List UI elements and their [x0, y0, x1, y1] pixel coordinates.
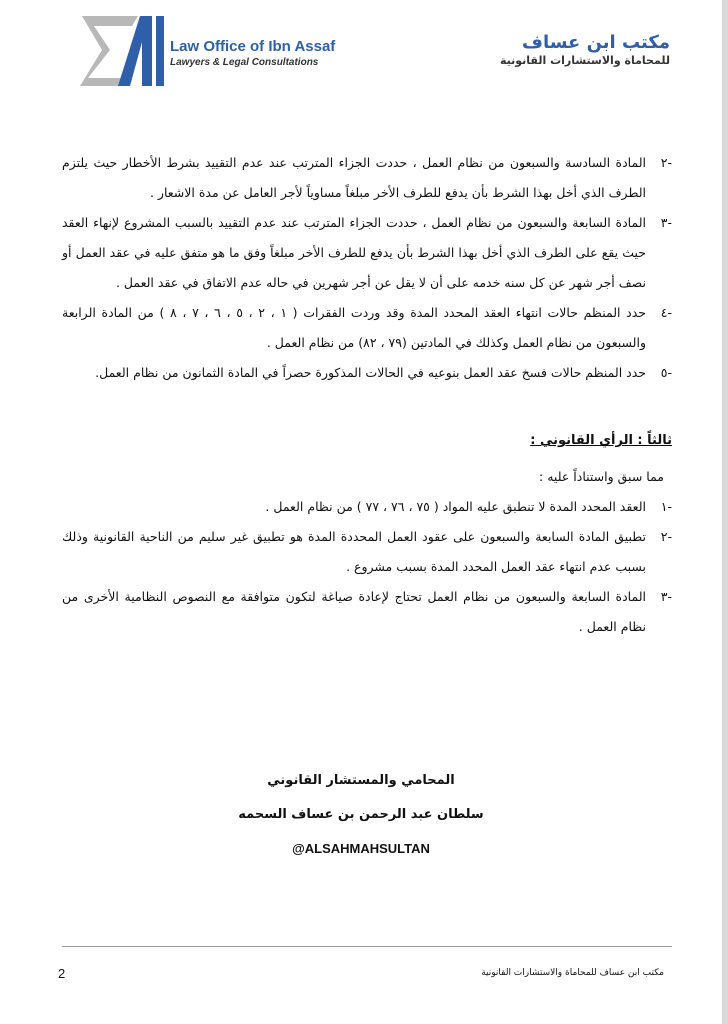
signature-name: سلطان عبد الرحمن بن عساف السحمه — [238, 807, 484, 822]
item-number: -٣ — [660, 589, 672, 604]
item-text: المادة السابعة والسبعون من نظام العمل ، حددت الجزاء المترتب عند عدم التقييد بالسبب المشروع لإنهاء العقد حيث يقع على الطرف الذي أخل بهذا الشرط بأن يدفع للطرف الأخر مبلغاً وفق ما هو متفق عليه في عقد العمل أو نصف أجر شهر عن كل سنه خدمه على أن لا يقل عن أجر شهرين في حاله عدم الاتفاق في عقد العمل . — [62, 215, 646, 290]
list-item — [62, 582, 672, 642]
item-text: المادة السابعة والسبعون من نظام العمل تحتاج لإعادة صياغة لتكون متوافقة مع النصوص النظامية الأخرى من نظام العمل . — [62, 589, 646, 634]
item-text: تطبيق المادة السابعة والسبعون على عقود العمل المحددة المدة هو تطبيق غير سليم من الناحية القانونية وذلك بسبب عدم انتهاء عقد العمل المحدد المدة بسبب مشروع . — [62, 529, 646, 574]
item-text: العقد المحدد المدة لا تنطبق عليه المواد ( ٧٥ ، ٧٦ ، ٧٧ ) من نظام العمل . — [265, 499, 646, 514]
item-text: حدد المنظم حالات انتهاء العقد المحدد المدة وقد وردت الفقرات ( ١ ، ٢ ، ٥ ، ٦ ، ٧ ، ٨ ) من المادة الرابعة والسبعون من نظام العمل وكذلك في المادتين (٧٩ ، ٨٢) من نظام العمل . — [62, 305, 646, 350]
list-item — [62, 522, 672, 582]
list-item — [62, 358, 672, 388]
item-number: -٥ — [660, 365, 672, 380]
letterhead — [0, 0, 722, 110]
footer-divider — [62, 946, 672, 947]
logo-en-title: Law Office of Ibn Assaf — [170, 38, 336, 55]
item-number: -٢ — [660, 529, 672, 544]
list-item — [62, 492, 672, 522]
section-title: ثالثاً : الرأي القانوني : — [530, 433, 672, 448]
section-intro: مما سبق واستناداً عليه : — [539, 469, 664, 484]
logo-english-text — [170, 38, 335, 68]
signature-block — [0, 766, 722, 868]
item-number: -٤ — [660, 305, 672, 320]
list-item — [62, 298, 672, 358]
item-number: -٢ — [660, 155, 672, 170]
page-number: 2 — [58, 966, 66, 981]
item-text: حدد المنظم حالات فسخ عقد العمل بنوعيه في الحالات المذكورة حصراً في المادة الثمانون من نظام العمل. — [95, 365, 646, 380]
logo-ar-subtitle: للمحاماة والاستشارات القانونية — [499, 54, 670, 67]
item-number: -٣ — [660, 215, 672, 230]
signature-title: المحامي والمستشار القانوني — [267, 773, 455, 788]
list-item — [62, 208, 672, 298]
document-body — [62, 148, 672, 642]
logo-ar-title: مكتب ابن عساف — [522, 32, 670, 53]
logo-en-subtitle: Lawyers & Legal Consultations — [170, 57, 319, 68]
logo-arabic-text — [500, 32, 670, 67]
signature-handle: @ALSAHMAHSULTAN — [292, 841, 430, 856]
item-number: -١ — [660, 499, 672, 514]
footer-office-name: مكتب ابن عساف للمحاماة والاستشارات القانونية — [481, 968, 664, 978]
list-item — [62, 148, 672, 208]
item-text: المادة السادسة والسبعون من نظام العمل ، حددت الجزاء المترتب عند عدم التقييد بشرط الأخطار حيث يلتزم الطرف الذي أخل بهذا الشرط بأن يدفع للطرف الأخر مبلغاً مساوياً لأجر العامل عن مدة الاشعار . — [62, 155, 646, 200]
office-logo-mark — [80, 12, 168, 88]
